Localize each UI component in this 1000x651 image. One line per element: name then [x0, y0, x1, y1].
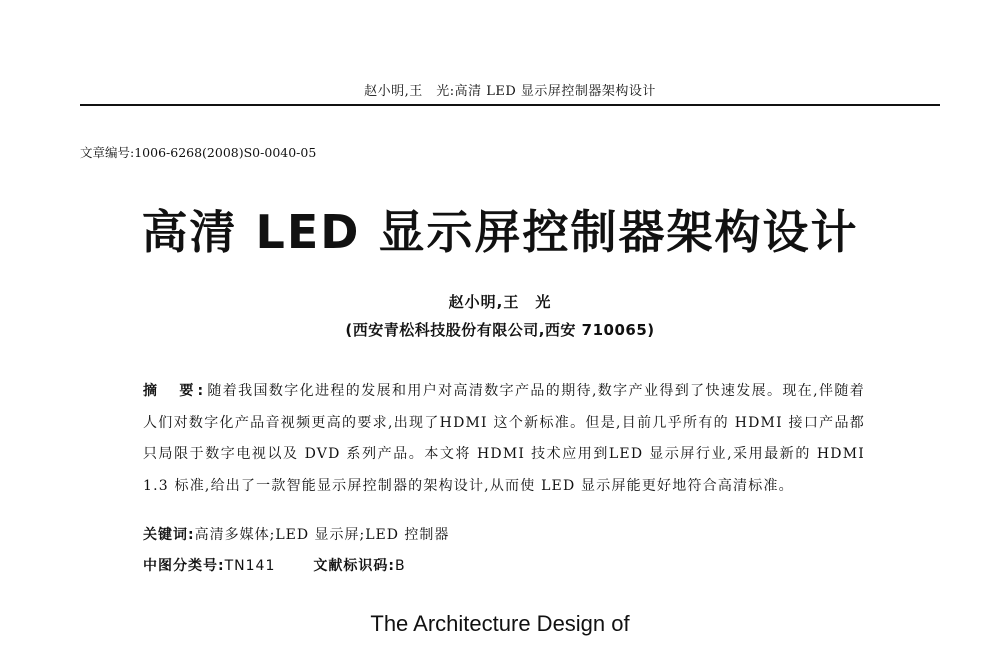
authors: 赵小明,王 光: [448, 293, 552, 311]
doc-code-label: 文献标识码:: [313, 558, 395, 574]
english-title: The Architecture Design of: [370, 611, 630, 636]
paper-title: 高清 LED 显示屏控制器架构设计: [141, 205, 859, 259]
abstract: [143, 376, 865, 502]
article-number: 文章编号:1006-6268(2008)S0-0040-05: [80, 145, 317, 160]
keywords-label: 关键词:: [143, 527, 195, 543]
keywords-text: 高清多媒体;LED 显示屏;LED 控制器: [194, 527, 450, 543]
affiliation: (西安青松科技股份有限公司,西安 710065): [345, 321, 655, 339]
doc-code-value: B: [394, 558, 406, 574]
clc-label: 中图分类号:: [143, 558, 225, 574]
running-header: 赵小明,王 光:高清 LED 显示屏控制器架构设计: [364, 84, 656, 99]
abstract-text: 随着我国数字化进程的发展和用户对高清数字产品的期待,数字产业得到了快速发展。现在,伴随着人们对数字化产品音视频更高的要求,出现了HDMI 这个新标准。但是,目前几乎所有的 HDMI 接口产品都只局限于数字电视以及 DVD 系列产品。本文将 HDMI 技术应用到LED 显示屏行业,采用最新的 HDMI 1.3 标准,给出了一款智能显示屏控制器的架构设计,从而使 LED 显示屏能更好地符合高清标准。: [143, 383, 865, 494]
header-rule: [80, 104, 940, 106]
keywords: [143, 524, 449, 544]
abstract-label: 摘 要:: [143, 383, 208, 399]
classification: [143, 555, 406, 575]
clc-value: TN141: [224, 558, 276, 574]
